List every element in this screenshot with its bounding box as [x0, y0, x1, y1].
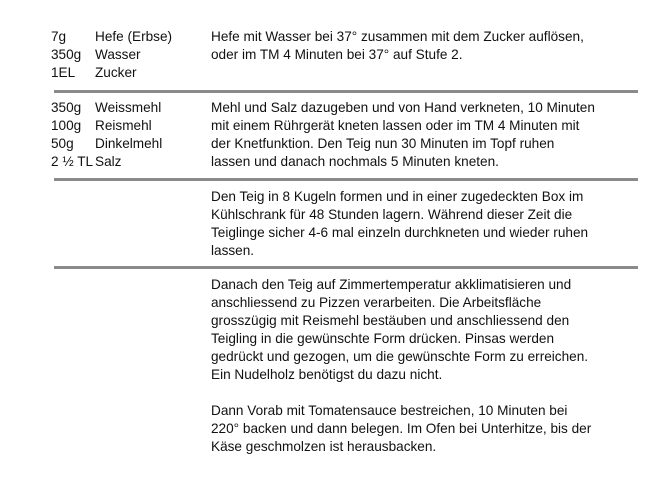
ingredient-name: Salz [95, 154, 122, 169]
ingredient-list [51, 28, 201, 82]
instruction-paragraph: Danach den Teig auf Zimmertemperatur akklimatisieren und anschliessend zu Pizzen verarbeiten. Die Arbeitsfläche grosszügig mit Reismehl bestäuben und anschliessend den Teigling in die gewünschte Form drücken. Pinsas werden gedrückt und gezogen, um die gewünschte Form zu erreichen. Ein Nudelholz benötigst du dazu nicht. [211, 277, 589, 382]
ingredient-name: Wasser [95, 47, 141, 62]
instruction-paragraph: Den Teig in 8 Kugeln formen und in einer zugedeckten Box im Kühlschrank für 48 Stunden lagern. Während dieser Zeit die Teiglinge sicher 4-6 mal einzeln durchkneten und wieder ruhen lassen. [211, 189, 589, 258]
step-instructions [211, 28, 597, 64]
ingredient-name: Weissmehl [95, 100, 162, 115]
section-divider [54, 178, 638, 181]
ingredient-quantity: 50g [51, 136, 74, 151]
ingredient-row [51, 28, 201, 46]
ingredient-list [51, 99, 201, 171]
ingredient-name: Hefe (Erbse) [95, 29, 173, 44]
step-instructions [211, 99, 597, 171]
ingredient-row [51, 117, 201, 135]
section-divider [54, 266, 638, 269]
ingredient-quantity: 2 ½ TL [51, 154, 94, 169]
ingredient-row [51, 46, 201, 64]
ingredient-quantity: 100g [51, 118, 82, 133]
ingredient-quantity: 1EL [51, 65, 76, 80]
instruction-paragraph: Dann Vorab mit Tomatensauce bestreichen, 10 Minuten bei 220° backen und dann belegen. Im Ofen bei Unterhitze, bis der Käse geschmolzen ist herausbacken. [211, 403, 592, 454]
section-divider [54, 90, 638, 93]
ingredient-row [51, 99, 201, 117]
ingredient-row [51, 64, 201, 82]
ingredient-name: Reismehl [95, 118, 152, 133]
ingredient-quantity: 350g [51, 47, 82, 62]
ingredient-name: Dinkelmehl [95, 136, 163, 151]
ingredient-row [51, 135, 201, 153]
step-instructions [211, 188, 597, 260]
ingredient-row [51, 153, 201, 171]
ingredient-quantity: 350g [51, 100, 82, 115]
instruction-paragraph: Hefe mit Wasser bei 37° zusammen mit dem Zucker auflösen, oder im TM 4 Minuten bei 37° auf Stufe 2. [211, 29, 584, 62]
ingredient-quantity: 7g [51, 29, 67, 44]
step-instructions [211, 276, 597, 456]
instruction-paragraph: Mehl und Salz dazugeben und von Hand verkneten, 10 Minuten mit einem Rührgerät kneten lassen oder im TM 4 Minuten mit der Knetfunktion. Den Teig nun 30 Minuten im Topf ruhen lassen und danach nochmals 5 Minuten kneten. [211, 100, 595, 169]
ingredient-name: Zucker [95, 65, 137, 80]
